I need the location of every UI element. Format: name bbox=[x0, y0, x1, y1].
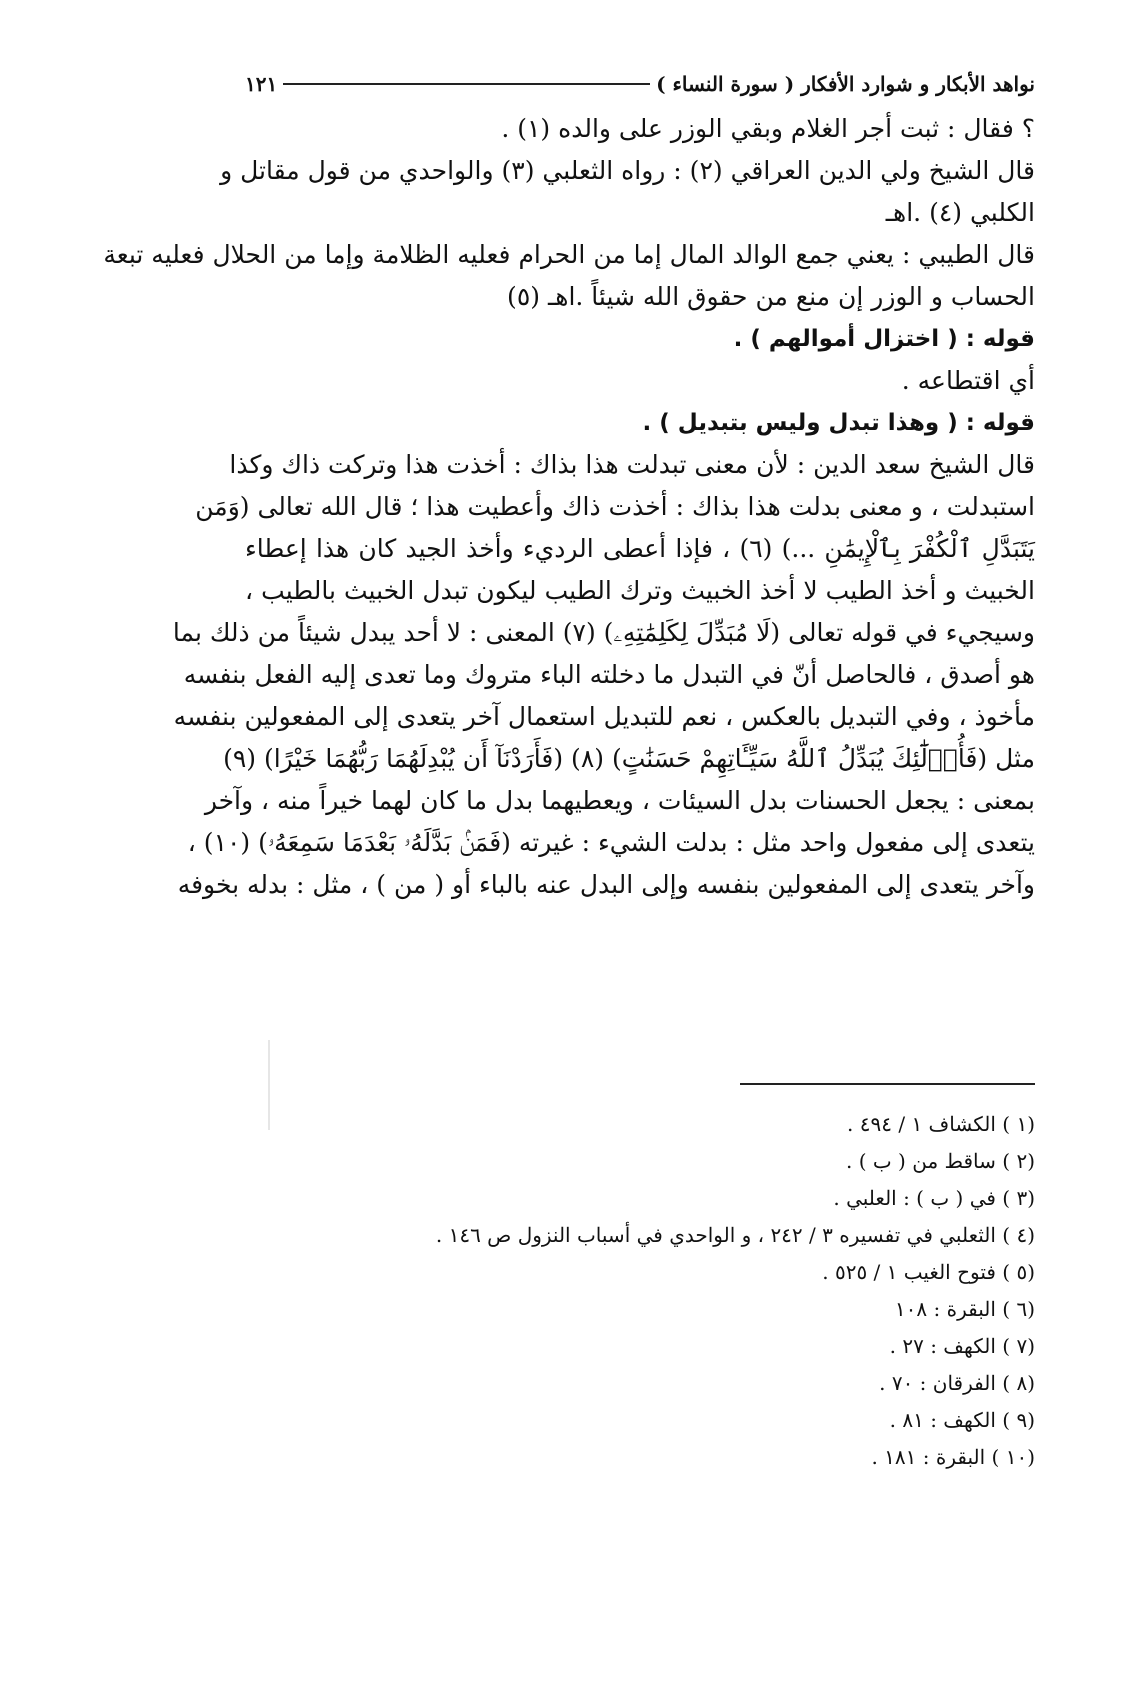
body-line: يتعدى إلى مفعول واحد مثل : بدلت الشيء : غيرته (فَمَنۢ بَدَّلَهُۥ بَعْدَمَا سَمِعَهُۥ) (١٠) ، bbox=[187, 828, 1035, 857]
header-rule bbox=[283, 83, 650, 85]
body-line: أي اقتطاعه . bbox=[901, 366, 1035, 395]
section-heading: قوله : ( اختزال أموالهم ) . bbox=[733, 326, 1035, 352]
footnote: (٧ ) الكهف : ٢٧ . bbox=[889, 1334, 1035, 1358]
body-line: قال الشيخ ولي الدين العراقي (٢) : رواه الثعلبي (٣) والواحدي من قول مقاتل و bbox=[220, 156, 1035, 185]
footnote: (٥ ) فتوح الغيب ١ / ٥٢٥ . bbox=[822, 1260, 1035, 1284]
footnote: (١ ) الكشاف ١ / ٤٩٤ . bbox=[847, 1112, 1035, 1136]
body-line: الحساب و الوزر إن منع من حقوق الله شيئاً .اهـ (٥) bbox=[507, 282, 1035, 311]
body-line: الخبيث و أخذ الطيب لا أخذ الخبيث وترك الطيب ليكون تبدل الخبيث بالطيب ، bbox=[245, 576, 1035, 605]
section-heading: قوله : ( وهذا تبدل وليس بتبديل ) . bbox=[642, 410, 1035, 436]
body-line: قال الطيبي : يعني جمع الوالد المال إما من الحرام فعليه الظلامة وإما من الحلال فعليه تبعة bbox=[103, 240, 1035, 269]
footnote: (٨ ) الفرقان : ٧٠ . bbox=[879, 1371, 1035, 1395]
footnote: (٩ ) الكهف : ٨١ . bbox=[889, 1408, 1035, 1432]
body-line: مأخوذ ، وفي التبديل بالعكس ، نعم للتبديل استعمال آخر يتعدى إلى المفعولين بنفسه bbox=[173, 702, 1035, 731]
body-line: استبدلت ، و معنى بدلت هذا بذاك : أخذت ذاك وأعطيت هذا ؛ قال الله تعالى (وَمَن bbox=[195, 492, 1035, 521]
body-line: وسيجيء في قوله تعالى (لَا مُبَدِّلَ لِكَلِمَٰتِهِۦ) (٧) المعنى : لا أحد يبدل شيئاً من ذلك بما bbox=[172, 618, 1035, 647]
body-line: الكلبي (٤) .اهـ bbox=[885, 198, 1035, 227]
body-line: ؟ فقال : ثبت أجر الغلام وبقي الوزر على والده (١) . bbox=[501, 114, 1035, 143]
body-line: بمعنى : يجعل الحسنات بدل السيئات ، ويعطيهما بدل ما كان لهما خيراً منه ، وآخر bbox=[204, 786, 1035, 815]
footnote: (٣ ) في ( ب ) : العلبي . bbox=[833, 1186, 1035, 1210]
footnote: (٦ ) البقرة : ١٠٨ bbox=[894, 1297, 1035, 1321]
body-line: قال الشيخ سعد الدين : لأن معنى تبدلت هذا بذاك : أخذت هذا وتركت ذاك وكذا bbox=[229, 450, 1035, 479]
body-line: مثل (فَأُو۟لَٰٓئِكَ يُبَدِّلُ ٱللَّهُ سَيِّـَٔاتِهِمْ حَسَنَٰتٍ) (٨) (فَأَرَدْنَآ أَن يُبْدِلَهُمَا رَبُّهُمَا خَيْرًا) (٩) bbox=[223, 744, 1035, 773]
header-title: نواهد الأبكار و شوارد الأفكار ( سورة النساء ) bbox=[656, 72, 1035, 96]
footnote: (٢ ) ساقط من ( ب ) . bbox=[846, 1149, 1035, 1173]
footnote: (٤ ) الثعلبي في تفسيره ٣ / ٢٤٢ ، و الواحدي في أسباب النزول ص ١٤٦ . bbox=[435, 1223, 1035, 1247]
body-line: يَتَبَدَّلِ ٱلْكُفْرَ بِٱلْإِيمَٰنِ ...) (٦) ، فإذا أعطى الرديء وأخذ الجيد كان هذا إعطاء bbox=[245, 534, 1035, 563]
page-number: ١٢١ bbox=[245, 72, 278, 96]
body-line: وآخر يتعدى إلى المفعولين بنفسه وإلى البدل عنه بالباء أو ( من ) ، مثل : بدله بخوفه bbox=[177, 870, 1035, 899]
body-line: هو أصدق ، فالحاصل أنّ في التبدل ما دخلته الباء متروك وما تعدى إليه الفعل بنفسه bbox=[183, 660, 1035, 689]
footnote-separator bbox=[740, 1083, 1035, 1085]
running-header bbox=[245, 70, 1035, 98]
footnote: (١٠ ) البقرة : ١٨١ . bbox=[871, 1445, 1035, 1469]
